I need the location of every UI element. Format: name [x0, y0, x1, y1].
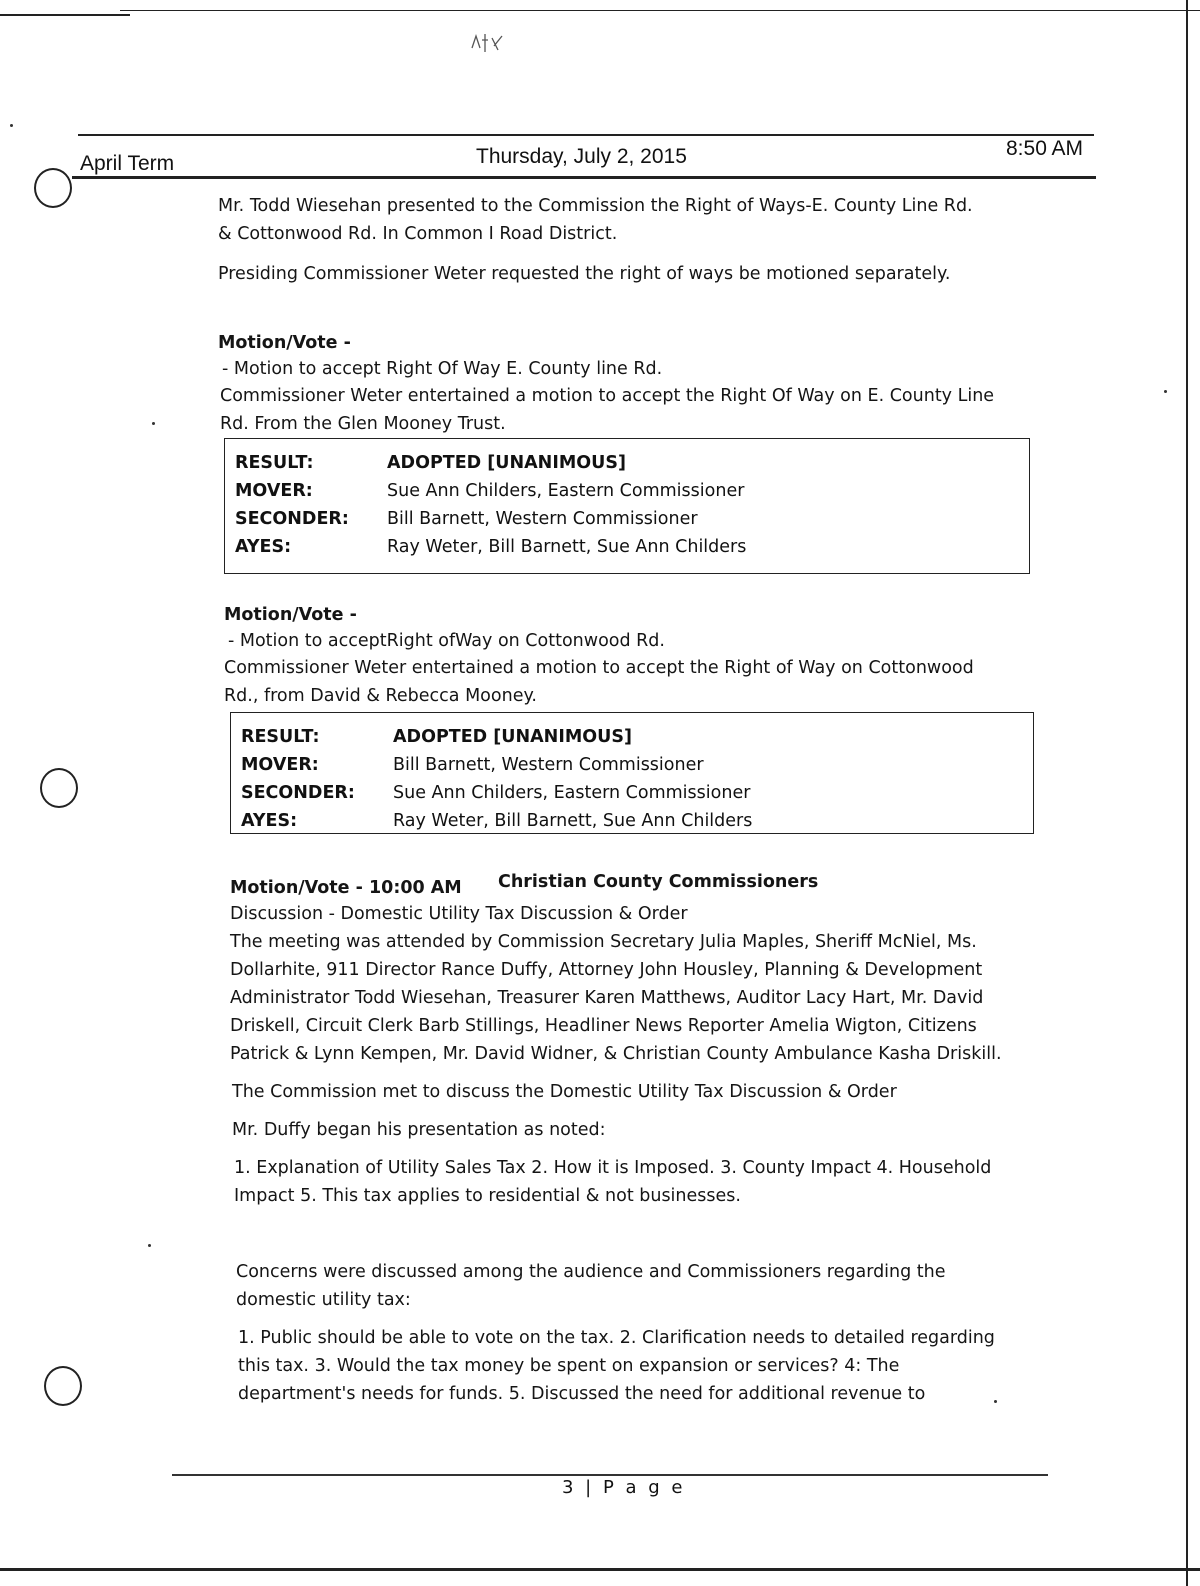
intro-line: & Cottonwood Rd. In Common I Road District.: [218, 224, 618, 244]
scan-speck: [10, 124, 13, 127]
mover-value: Sue Ann Childers, Eastern Commissioner: [387, 481, 745, 501]
result-label: RESULT:: [241, 727, 320, 747]
concerns-list: department's needs for funds. 5. Discussed the need for additional revenue to: [238, 1384, 926, 1404]
result-value: ADOPTED [UNANIMOUS]: [393, 727, 632, 747]
meeting-time: 8:50 AM: [1006, 137, 1084, 160]
mover-row: [235, 477, 746, 505]
ayes-value: Ray Weter, Bill Barnett, Sue Ann Childers: [393, 811, 753, 831]
punch-hole: [34, 168, 72, 208]
ayes-row: [235, 533, 746, 561]
result-label: RESULT:: [235, 453, 314, 473]
scan-smudge: [468, 30, 508, 56]
mover-value: Bill Barnett, Western Commissioner: [393, 755, 704, 775]
attendance-line: Dollarhite, 911 Director Rance Duffy, Attorney John Housley, Planning & Development: [230, 960, 983, 980]
motion-description: Rd. From the Glen Mooney Trust.: [220, 414, 506, 434]
concerns-list: 1. Public should be able to vote on the tax. 2. Clarification needs to detailed regarding: [238, 1328, 995, 1348]
presentation-points: 1. Explanation of Utility Sales Tax 2. How it is Imposed. 3. County Impact 4. Household: [234, 1158, 992, 1178]
concerns-list: this tax. 3. Would the tax money be spent on expansion or services? 4: The: [238, 1356, 900, 1376]
seconder-row: [241, 779, 752, 807]
result-value: ADOPTED [UNANIMOUS]: [387, 453, 626, 473]
intro-line: Mr. Todd Wiesehan presented to the Commission the Right of Ways-E. County Line Rd.: [218, 196, 973, 216]
presentation-points: Impact 5. This tax applies to residential & not businesses.: [234, 1186, 741, 1206]
attendance-line: Patrick & Lynn Kempen, Mr. David Widner, & Christian County Ambulance Kasha Driskill.: [230, 1044, 1002, 1064]
scan-speck: [152, 422, 155, 425]
concerns-intro: Concerns were discussed among the audience and Commissioners regarding the: [236, 1262, 946, 1282]
mover-row: [241, 751, 752, 779]
seconder-value: Sue Ann Childers, Eastern Commissioner: [393, 783, 751, 803]
concerns-intro: domestic utility tax:: [236, 1290, 411, 1310]
scan-speck: [148, 1244, 151, 1247]
scan-speck: [1164, 390, 1167, 393]
scan-speck: [994, 1400, 997, 1403]
mover-label: MOVER:: [241, 755, 319, 775]
result-row: [235, 449, 746, 477]
meeting-date: Thursday, July 2, 2015: [476, 145, 687, 168]
motion-description: Rd., from David & Rebecca Mooney.: [224, 686, 537, 706]
motion-description: Commissioner Weter entertained a motion to accept the Right of Way on Cottonwood: [224, 658, 974, 678]
ayes-value: Ray Weter, Bill Barnett, Sue Ann Childers: [387, 537, 747, 557]
scan-edge-line: [120, 10, 1200, 11]
motion-heading: Motion/Vote -: [218, 333, 351, 353]
result-row: [241, 723, 752, 751]
page-number: 3 | P a g e: [562, 1477, 686, 1498]
seconder-label: SECONDER:: [241, 783, 355, 803]
ayes-row: [241, 807, 752, 835]
term-label: April Term: [80, 152, 175, 175]
ayes-label: AYES:: [235, 537, 292, 557]
organization-name: Christian County Commissioners: [498, 872, 819, 892]
footer-rule: [172, 1474, 1048, 1476]
motion-description: Commissioner Weter entertained a motion to accept the Right Of Way on E. County Line: [220, 386, 995, 406]
attendance-line: The meeting was attended by Commission Secretary Julia Maples, Sheriff McNiel, Ms.: [230, 932, 977, 952]
scan-edge-line: [0, 1568, 1200, 1571]
motion-subject: - Motion to accept Right Of Way E. County line Rd.: [222, 359, 663, 379]
scan-edge-line: [1186, 0, 1188, 1586]
motion-heading: Motion/Vote -: [224, 605, 357, 625]
vote-result-box: [224, 438, 1030, 574]
punch-hole: [44, 1366, 82, 1406]
attendance-line: Driskell, Circuit Clerk Barb Stillings, Headliner News Reporter Amelia Wigton, Citizens: [230, 1016, 977, 1036]
motion-heading: Motion/Vote - 10:00 AM: [230, 878, 462, 898]
seconder-row: [235, 505, 746, 533]
header-rule-bottom: [72, 176, 1096, 179]
header-rule-top: [78, 134, 1094, 136]
scan-edge-line: [0, 14, 130, 16]
meeting-purpose: The Commission met to discuss the Domestic Utility Tax Discussion & Order: [232, 1082, 897, 1102]
presentation-intro: Mr. Duffy began his presentation as noted:: [232, 1120, 606, 1140]
mover-label: MOVER:: [235, 481, 313, 501]
ayes-label: AYES:: [241, 811, 298, 831]
motion-subject: - Motion to acceptRight ofWay on Cottonwood Rd.: [228, 631, 665, 651]
vote-result-box: [230, 712, 1034, 834]
seconder-value: Bill Barnett, Western Commissioner: [387, 509, 698, 529]
seconder-label: SECONDER:: [235, 509, 349, 529]
attendance-line: Administrator Todd Wiesehan, Treasurer Karen Matthews, Auditor Lacy Hart, Mr. David: [230, 988, 984, 1008]
intro-line: Presiding Commissioner Weter requested the right of ways be motioned separately.: [218, 264, 951, 284]
discussion-title: Discussion - Domestic Utility Tax Discussion & Order: [230, 904, 688, 924]
punch-hole: [40, 768, 78, 808]
